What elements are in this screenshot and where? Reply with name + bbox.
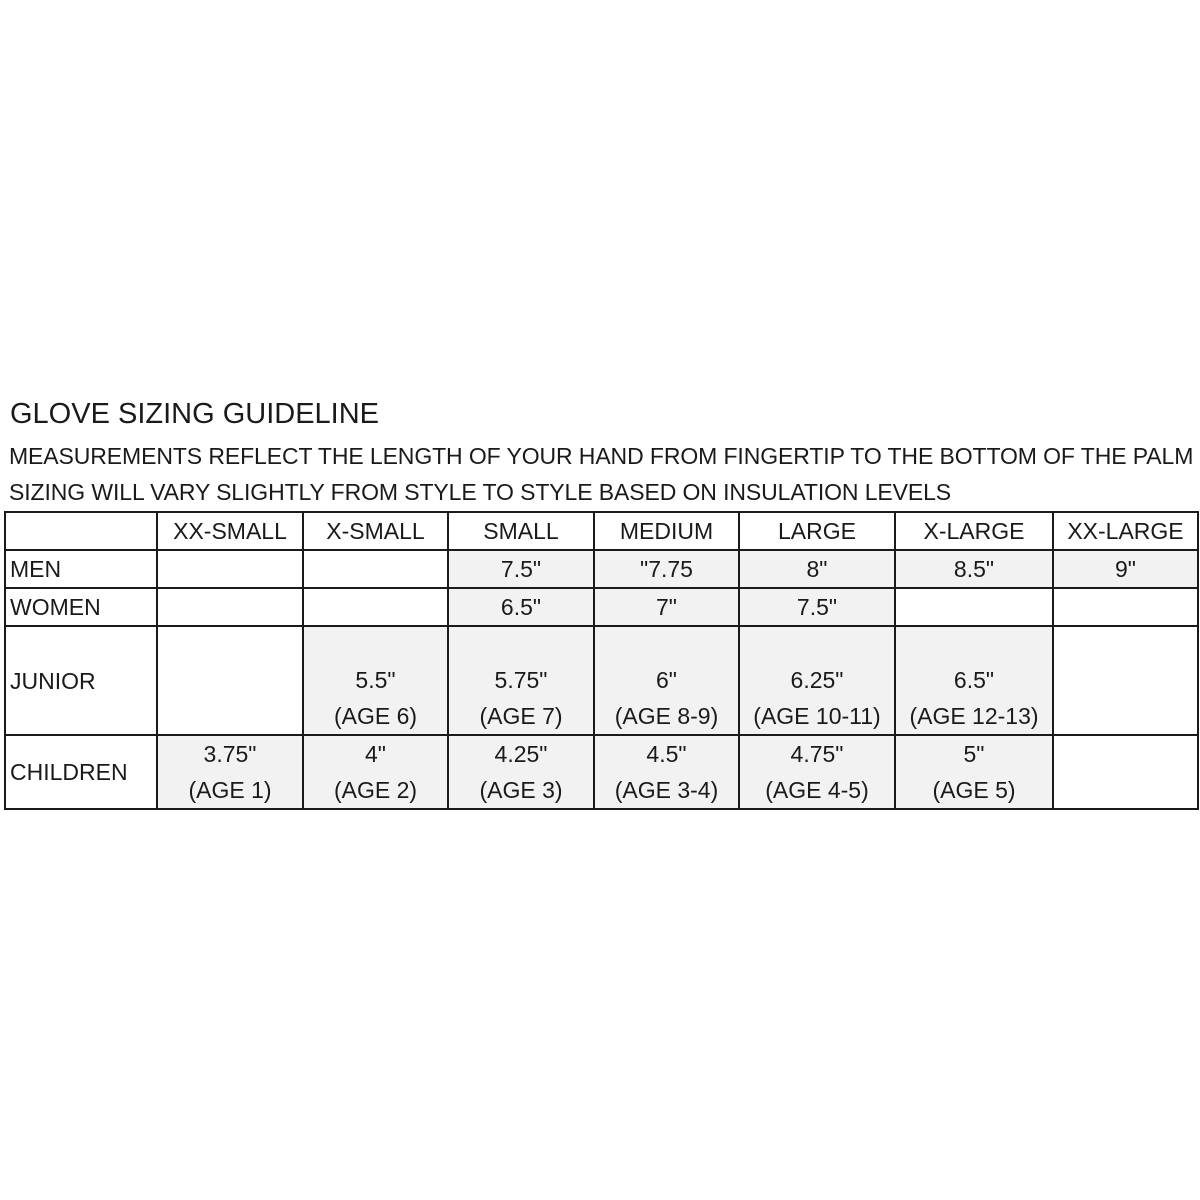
age-value: (AGE 10-11) [753, 703, 881, 729]
age-value: (AGE 8-9) [614, 703, 719, 729]
size-cell [303, 550, 448, 588]
size-cell: 7" [594, 588, 739, 626]
size-cell [594, 735, 739, 809]
size-cell [303, 735, 448, 809]
size-cell [895, 626, 1053, 735]
age-value: (AGE 12-13) [909, 703, 1039, 729]
measurement-note: MEASUREMENTS REFLECT THE LENGTH OF YOUR HAND FROM FINGERTIP TO THE BOTTOM OF THE PALM [9, 443, 1194, 469]
header-cell-small: SMALL [448, 512, 594, 550]
table-row [5, 735, 1198, 809]
size-cell [739, 735, 895, 809]
size-value: 6.5" [953, 667, 995, 693]
table-row [5, 588, 1198, 626]
age-value: (AGE 5) [932, 777, 1016, 803]
size-value: 5" [963, 741, 985, 767]
table-row [5, 550, 1198, 588]
row-label-junior: JUNIOR [5, 626, 157, 735]
size-cell [1053, 735, 1198, 809]
size-cell: 7.5" [739, 588, 895, 626]
size-cell [1053, 626, 1198, 735]
row-label-men: MEN [5, 550, 157, 588]
size-cell [739, 626, 895, 735]
header-cell-medium: MEDIUM [594, 512, 739, 550]
size-value: 4.25" [494, 741, 548, 767]
size-cell: 9" [1053, 550, 1198, 588]
size-value: 4" [365, 741, 386, 767]
size-cell [303, 626, 448, 735]
age-value: (AGE 3) [479, 777, 563, 803]
size-value: 4.5" [646, 741, 687, 767]
header-cell-xx-large: XX-LARGE [1053, 512, 1198, 550]
header-cell-x-large: X-LARGE [895, 512, 1053, 550]
size-cell [895, 735, 1053, 809]
size-cell: 7.5" [448, 550, 594, 588]
size-value: 4.75" [790, 741, 844, 767]
size-cell [895, 588, 1053, 626]
size-cell [157, 588, 303, 626]
size-cell: 6.5" [448, 588, 594, 626]
age-value: (AGE 1) [188, 777, 272, 803]
size-value: 5.75" [494, 667, 548, 693]
sizing-variation-note: SIZING WILL VARY SLIGHTLY FROM STYLE TO STYLE BASED ON INSULATION LEVELS [9, 479, 952, 505]
size-cell [448, 735, 594, 809]
size-cell [157, 626, 303, 735]
age-value: (AGE 6) [333, 703, 418, 729]
size-cell: "7.75 [594, 550, 739, 588]
header-cell-x-small: X-SMALL [303, 512, 448, 550]
glove-sizing-table [4, 511, 1199, 810]
table-header-row [5, 512, 1198, 550]
row-label-children: CHILDREN [5, 735, 157, 809]
header-cell-blank [5, 512, 157, 550]
age-value: (AGE 7) [479, 703, 563, 729]
size-cell: 8" [739, 550, 895, 588]
row-label-women: WOMEN [5, 588, 157, 626]
header-cell-large: LARGE [739, 512, 895, 550]
size-cell [303, 588, 448, 626]
age-value: (AGE 2) [333, 777, 418, 803]
size-value: 3.75" [203, 741, 257, 767]
size-cell [157, 735, 303, 809]
page-title: GLOVE SIZING GUIDELINE [10, 398, 380, 430]
size-cell [1053, 588, 1198, 626]
size-value: 6.25" [790, 667, 844, 693]
header-cell-xx-small: XX-SMALL [157, 512, 303, 550]
size-cell [157, 550, 303, 588]
size-cell [594, 626, 739, 735]
size-value: 5.5" [355, 667, 396, 693]
size-cell: 8.5" [895, 550, 1053, 588]
size-cell [448, 626, 594, 735]
size-value: 6" [656, 667, 677, 693]
age-value: (AGE 3-4) [614, 777, 719, 803]
age-value: (AGE 4-5) [765, 777, 869, 803]
table-row [5, 626, 1198, 735]
